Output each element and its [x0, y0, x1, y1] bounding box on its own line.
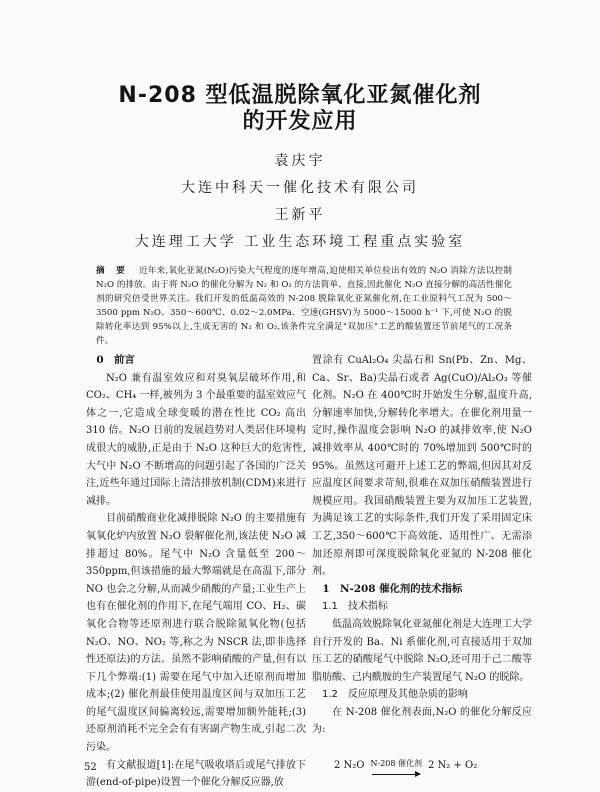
title-line-2: 的开发应用 — [242, 109, 358, 134]
title-line-1: N-208 型低温脱除氧化亚氮催化剂 — [118, 83, 482, 108]
arrow-icon — [372, 774, 420, 775]
abstract-text: 近年来,氧化亚氮(N₂O)污染大气程度的逐年增高,迫使相关单位检出有效的 N₂O 消除方法以控制 N₂O 的排放。由于将 N₂O 的催化分解为 N₂ 和 O₂ 的方法简单、直接,因此催化 N₂O 直接分解的高活性催化剂的研究倍受世界关注。我们开发的低温高效的 N-208 脱除氧化亚氮催化剂,在工业原料气工况为 500～3500 ppm N₂O、350～600℃、0.02～2.0MPa、空速(GHSV)为 5000～15000 h⁻¹ 下,可使 N₂O 的脱除转化率达到 95%以上,生成无害的 N₂ 和 O₂,该条件完全满足"双加压"工艺的酸装置还节前尾气的工况条件。 — [96, 266, 512, 346]
author-affiliation-1: 大连中科天一催化技术有限公司 — [181, 180, 419, 196]
author-name-2: 王新平 — [274, 207, 326, 223]
paragraph-1-1: 低温高效脱除氧化亚氮催化剂是大连理工大学自行开发的 Ba、Ni 系催化剂,可直接适用于双加压工艺的硝酸尾气中脱除 N₂O,还可用于己二酸等脂肪酸、己内酰胺的生产装置尾气 N₂O 的脱除。 — [312, 618, 532, 683]
section-heading-intro: 0 前言 — [96, 354, 135, 366]
left-column — [86, 352, 306, 792]
paragraph-right-1: 置涂有 CuAl₂O₄ 尖晶石和 Sn(Pb、Zn、Mg、Ca、Sr、Ba)尖晶石或者 Ag(CuO)/Al₂O₃ 等催化剂。N₂O 在 400℃时开始发生分解,温度升高,分解速率加快,分解转化率增大。在催化剂用量一定时,操作温度会影响 N₂O 的减排效率,使 N₂O 减排效率从 400℃时的 70%增加到 500℃时的 95%。虽然这可避开上述工艺的弊端,但因其对反应温度区间要求苛刻,很难在双加压硝酸装置进行规模应用。我国硝酸装置主要为双加压工艺装置,为满足该工艺的实际条件,我们开发了采用固定床工艺,350～600℃下高效能、适用性广、无需添加还原剂即可深度脱除氧化亚氮的 N-208 催化剂。 — [312, 355, 532, 578]
abstract — [96, 264, 512, 348]
subsection-heading-1-2: 1.2 反应原理及其他杂质的影响 — [322, 689, 468, 701]
abstract-label: 摘 要 — [96, 266, 129, 276]
subsection-heading-1-1: 1.1 技术指标 — [322, 601, 388, 613]
paragraph-intro-2: 目前硝酸商业化减排脱除 N₂O 的主要措施有氧氧化炉内放置 N₂O 裂解催化剂,该法使 N₂O 减排超过 80%。尾气中 N₂O 含量低至 200～350ppm,但该措施的最大弊端就是在高温下,部分 NO 也会之分解,从而减少硝酸的产量;工业生产上也有在催化剂的作用下,在尾气端用 CO、H₂、碳氧化合物等还原剂进行联合脱除氮氧化物(包括 N₂O、NO、NO₂ 等,称之为 NSCR 法,即非选择性还原法)的方法。虽然不影响硝酸的产量,但有以下几个弊端:(1) 需要在尾气中加入还原剂而增加成本;(2) 催化剂最佳使用温度区间与双加压工艺的尾气温度区间偏离较远,需要增加额外能耗;(3) 还原剂消耗不完全会有有害副产物生成,引起二次污染。 — [86, 513, 306, 754]
paragraph-intro-3: 有文献报道[1]:在尾气吸收塔后或尾气排放下游(end-of-pipe)设置一个催化分解反应器,放 — [86, 759, 306, 789]
paragraph-intro-1: N₂O 兼有温室效应和对臭氧层破坏作用,和 CO₂、CH₄ 一样,被列为 3 个最重要的温室效应气体之一,它造成全球变暖的潜在性比 CO₂ 高出 310 倍。N₂O 日前的发展趋势对人类居住环境构成很大的威胁,正是由于 N₂O 这种巨大的危害性,大气中 N₂O 不断增高的问题引起了各国的广泛关注,近些年通过国际上清洁排放机制(CDM)来进行减排。 — [86, 372, 306, 507]
equation-rhs: 2 N₂ + O₂ — [428, 760, 478, 772]
right-column — [312, 352, 532, 775]
equation-catalyst: N-208 催化剂 — [370, 759, 423, 769]
paragraph-1-2: 在 N-208 催化剂表面,N₂O 的催化分解反应为: — [312, 706, 532, 736]
author-name-1: 袁庆宇 — [274, 153, 326, 169]
reaction-equation — [334, 749, 532, 775]
author-affiliation-2: 大连理工大学 工业生态环境工程重点实验室 — [134, 234, 466, 250]
equation-lhs: 2 N₂O — [334, 760, 365, 772]
reaction-arrow — [371, 755, 423, 775]
page-number: 52 — [84, 762, 97, 773]
section-heading-1: 1 N-208 催化剂的技术指标 — [322, 582, 463, 595]
